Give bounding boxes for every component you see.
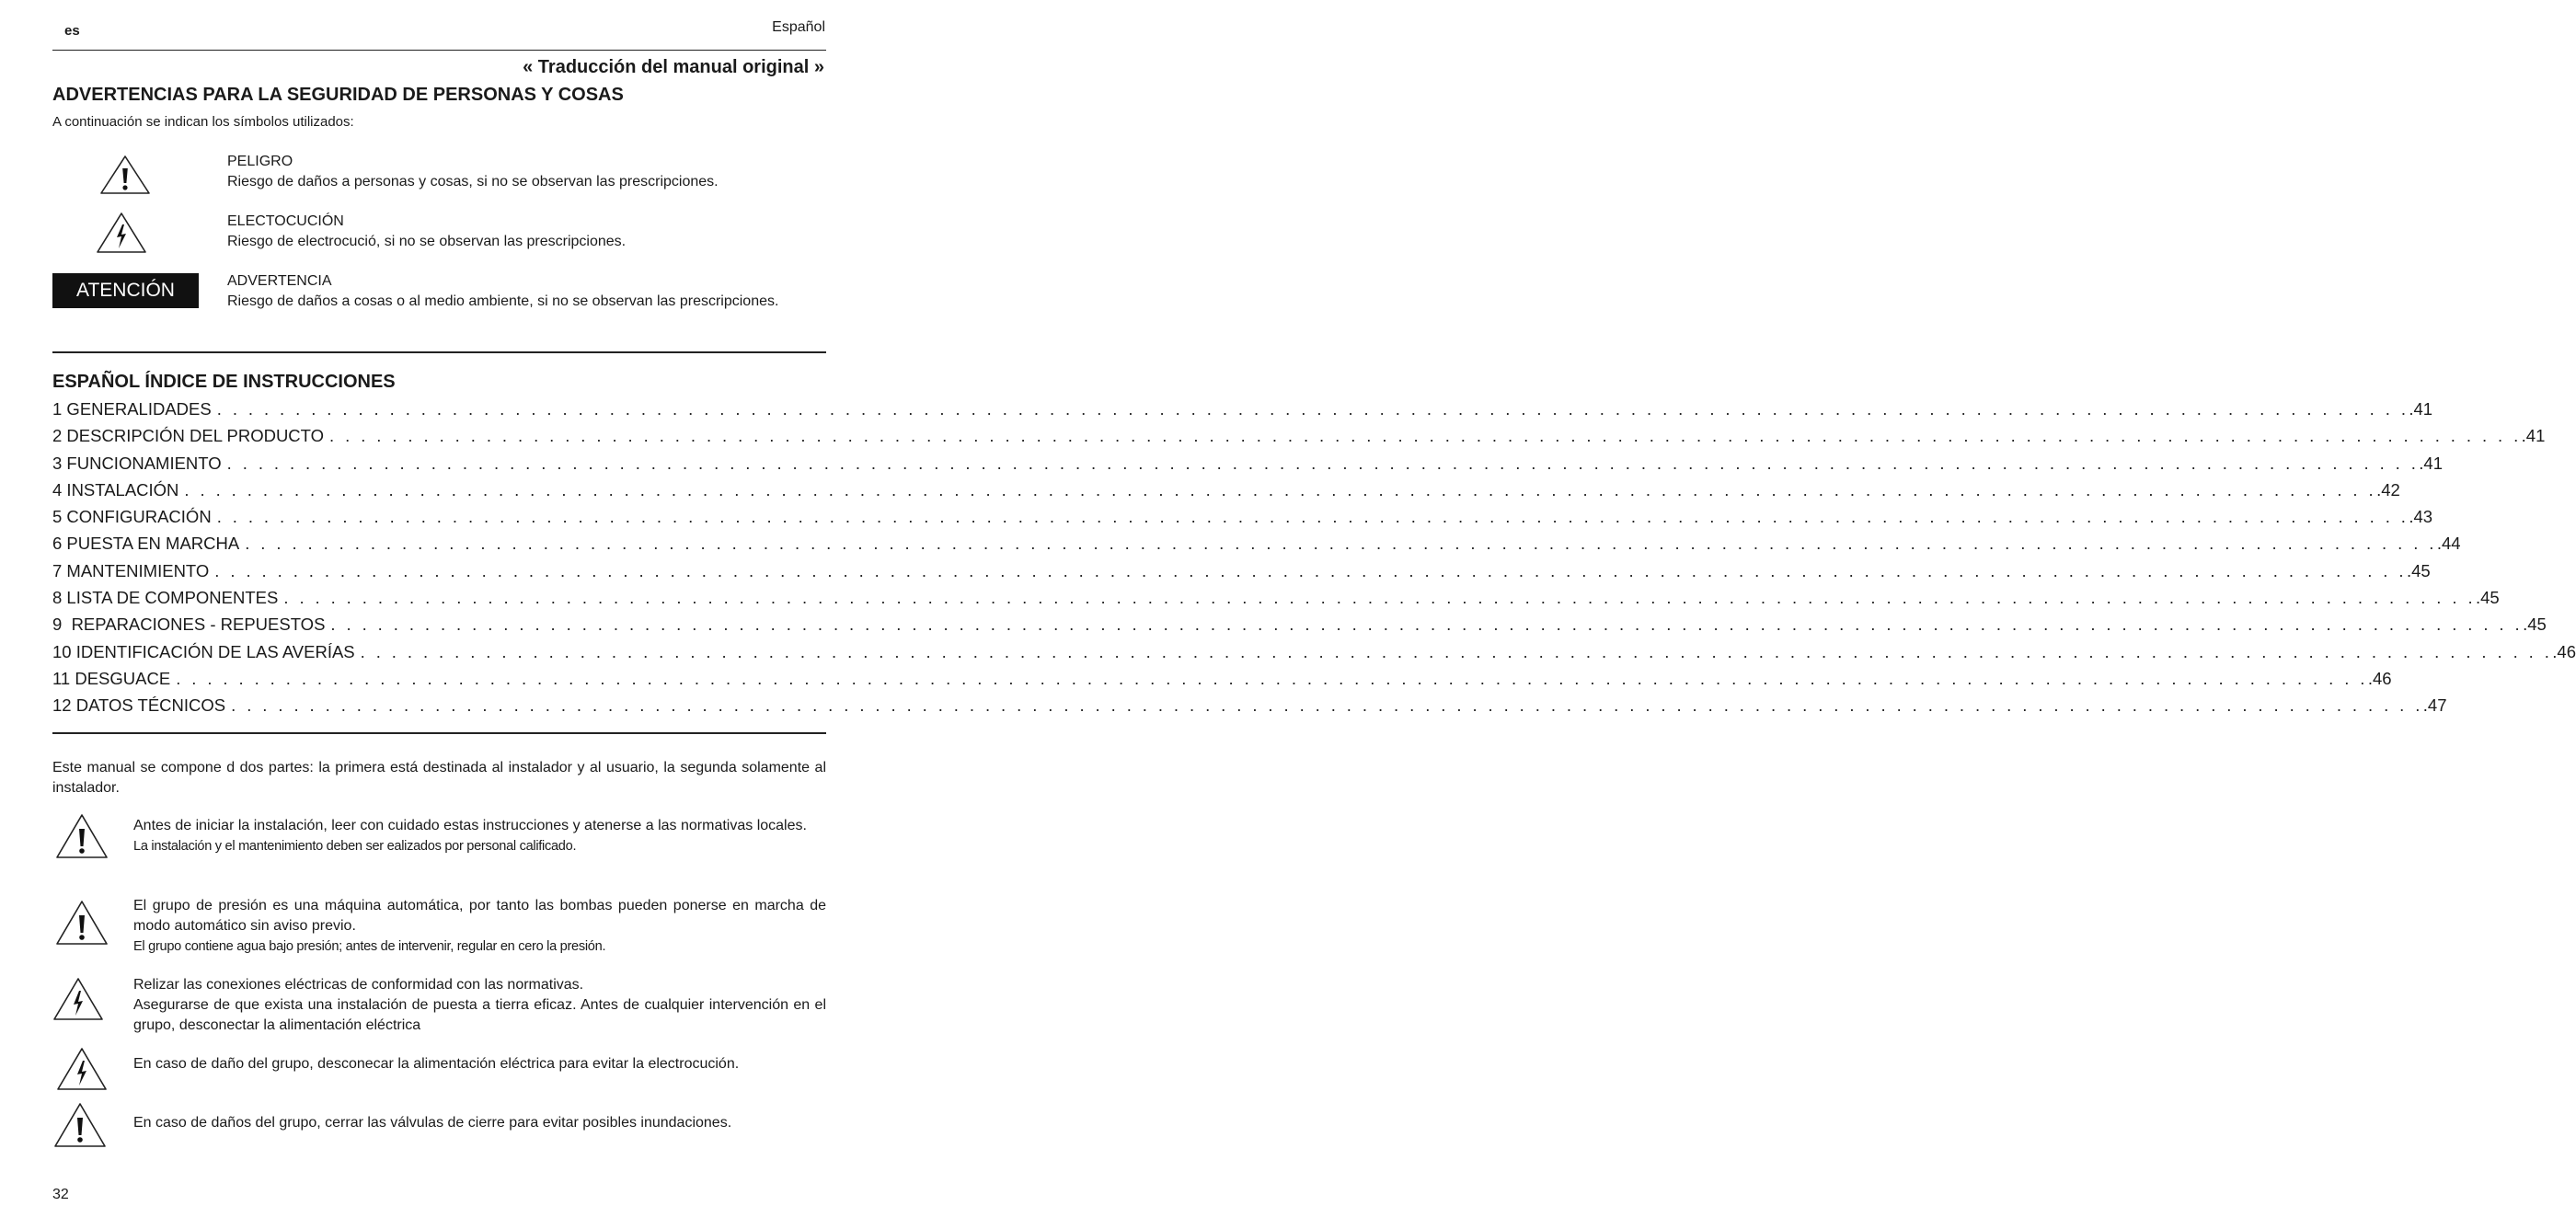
symbol-danger-description — [227, 152, 826, 192]
symbol-warning-description — [227, 271, 826, 312]
toc-entry-page: .44 — [2436, 534, 2461, 554]
toc-entry[interactable] — [52, 641, 2576, 669]
note-2 — [133, 896, 826, 957]
translation-note: « Traducción del manual original » — [523, 57, 824, 77]
toc-entry-label: 4 INSTALACIÓN — [52, 479, 179, 500]
toc-entry-page: .41 — [2409, 399, 2433, 419]
toc-leader-dots: . . . . . . . . . . . . . . . . . . . . . . . . . . . . . . . . . . . . . . . . . . . . . . . . . . . . . . . . . . . . . . . . . . . . . . . . . . . . . . . . . . . . . . . . . . . . . . . . . . . . . . . . . . . . . . . . . . . . . . . . . . . . . . . . . . . . . . . . . . . . — [176, 668, 2368, 688]
toc-entry-label: 11 DESGUACE — [52, 668, 171, 688]
danger-warning-icon — [99, 155, 151, 195]
toc-entry-label: 12 DATOS TÉCNICOS — [52, 695, 226, 716]
safety-title: ADVERTENCIAS PARA LA SEGURIDAD DE PERSONAS Y COSAS — [52, 85, 624, 105]
toc-entry-page: .45 — [2476, 588, 2500, 608]
toc-leader-dots: . . . . . . . . . . . . . . . . . . . . . . . . . . . . . . . . . . . . . . . . . . . . . . . . . . . . . . . . . . . . . . . . . . . . . . . . . . . . . . . . . . . . . . . . . . . . . . . . . . . . . . . . . . . . . . . . . . . . . . . . . . . . . . . . . . . . . . . . . . . . — [214, 560, 2407, 580]
toc-entry-page: .45 — [2406, 560, 2431, 580]
symbol-warning-text: Riesgo de daños a cosas o al medio ambiente, si no se observan las prescripciones. — [227, 293, 779, 309]
toc-entry-page: .43 — [2409, 507, 2433, 527]
toc-entry[interactable] — [52, 479, 2400, 507]
symbol-electrocution-title: ELECTOCUCIÓN — [227, 213, 344, 229]
danger-warning-icon — [55, 813, 109, 859]
toc-entry[interactable] — [52, 668, 2392, 695]
toc-leader-dots: . . . . . . . . . . . . . . . . . . . . . . . . . . . . . . . . . . . . . . . . . . . . . . . . . . . . . . . . . . . . . . . . . . . . . . . . . . . . . . . . . . . . . . . . . . . . . . . . . . . . . . . . . . . . . . . . . . . . . . . . . . . . . . . . . . . . . . . . . . . . — [330, 614, 2524, 635]
toc-entry-label: 9 REPARACIONES - REPUESTOS — [52, 614, 326, 635]
toc-leader-dots: . . . . . . . . . . . . . . . . . . . . . . . . . . . . . . . . . . . . . . . . . . . . . . . . . . . . . . . . . . . . . . . . . . . . . . . . . . . . . . . . . . . . . . . . . . . . . . . . . . . . . . . . . . . . . . . . . . . . . . . . . . . . . . . . . . . . . . . . . . . . — [231, 695, 2423, 716]
symbol-warning-title: ADVERTENCIA — [227, 273, 332, 289]
toc-bottom-divider — [52, 732, 826, 734]
toc-entry[interactable] — [52, 426, 2546, 453]
toc-entry-page: .46 — [2552, 641, 2576, 661]
toc-leader-dots: . . . . . . . . . . . . . . . . . . . . . . . . . . . . . . . . . . . . . . . . . . . . . . . . . . . . . . . . . . . . . . . . . . . . . . . . . . . . . . . . . . . . . . . . . . . . . . . . . . . . . . . . . . . . . . . . . . . . . . . . . . . . . . . . . . . . . . . . . . . . — [184, 479, 2377, 500]
electrocution-warning-icon — [96, 212, 147, 254]
toc-entry-label: 1 GENERALIDADES — [52, 399, 212, 419]
note-3-text-2: Asegurarse de que exista una instalación de puesta a tierra eficaz. Antes de cualquier intervención en el grupo, desconectar la alimentación eléctrica — [133, 997, 826, 1033]
toc-entry-label: 3 FUNCIONAMIENTO — [52, 453, 222, 473]
toc-entry[interactable] — [52, 560, 2431, 588]
symbol-danger-text: Riesgo de daños a personas y cosas, si no se observan las prescripciones. — [227, 174, 719, 190]
toc-title: ESPAÑOL ÍNDICE DE INSTRUCCIONES — [52, 372, 396, 392]
toc-leader-dots: . . . . . . . . . . . . . . . . . . . . . . . . . . . . . . . . . . . . . . . . . . . . . . . . . . . . . . . . . . . . . . . . . . . . . . . . . . . . . . . . . . . . . . . . . . . . . . . . . . . . . . . . . . . . . . . . . . . . . . . . . . . . . . . . . . . . . . . . . . . . — [360, 641, 2553, 661]
toc-entry-page: .46 — [2367, 668, 2392, 688]
toc-entry[interactable] — [52, 399, 2433, 426]
toc-entry-label: 6 PUESTA EN MARCHA — [52, 534, 240, 554]
toc-entry[interactable] — [52, 534, 2461, 560]
symbol-electrocution-text: Riesgo de electrocució, si no se observan las prescripciones. — [227, 234, 627, 249]
electrocution-warning-icon — [56, 1047, 108, 1091]
note-1 — [133, 816, 826, 856]
toc-leader-dots: . . . . . . . . . . . . . . . . . . . . . . . . . . . . . . . . . . . . . . . . . . . . . . . . . . . . . . . . . . . . . . . . . . . . . . . . . . . . . . . . . . . . . . . . . . . . . . . . . . . . . . . . . . . . . . . . . . . . . . . . . . . . . . . . . . . . . . . . . . . . — [329, 426, 2522, 446]
toc-entry-page: .45 — [2523, 614, 2547, 635]
toc-entry-label: 10 IDENTIFICACIÓN DE LAS AVERÍAS — [52, 641, 355, 661]
safety-intro: A continuación se indican los símbolos utilizados: — [52, 114, 354, 130]
toc-entry-page: .42 — [2376, 479, 2400, 500]
toc-leader-dots: . . . . . . . . . . . . . . . . . . . . . . . . . . . . . . . . . . . . . . . . . . . . . . . . . . . . . . . . . . . . . . . . . . . . . . . . . . . . . . . . . . . . . . . . . . . . . . . . . . . . . . . . . . . . . . . . . . . . . . . . . . . . . . . . . . . . . . . . . . . . — [216, 399, 2409, 419]
danger-warning-icon — [53, 1102, 107, 1148]
symbol-electrocution-description — [227, 212, 826, 252]
toc-entry-page: .41 — [2419, 453, 2444, 473]
danger-warning-icon — [55, 900, 109, 946]
note-5: En caso de daños del grupo, cerrar las válvulas de cierre para evitar posibles inundaciones. — [133, 1115, 732, 1131]
toc-entry-label: 8 LISTA DE COMPONENTES — [52, 588, 279, 608]
note-2-small-text: El grupo contiene agua bajo presión; antes de intervenir, regular en cero la presión. — [133, 939, 606, 954]
toc-leader-dots: . . . . . . . . . . . . . . . . . . . . . . . . . . . . . . . . . . . . . . . . . . . . . . . . . . . . . . . . . . . . . . . . . . . . . . . . . . . . . . . . . . . . . . . . . . . . . . . . . . . . . . . . . . . . . . . . . . . . . . . . . . . . . . . . . . . . . . . . . . . . — [226, 453, 2420, 473]
toc-entry[interactable] — [52, 588, 2500, 614]
toc-entry-page: .41 — [2521, 426, 2546, 446]
table-of-contents — [52, 399, 2576, 723]
note-1-text: Antes de iniciar la instalación, leer con cuidado estas instrucciones y atenerse a las normativas locales. — [133, 818, 807, 833]
toc-entry-page: .47 — [2422, 695, 2447, 716]
toc-leader-dots: . . . . . . . . . . . . . . . . . . . . . . . . . . . . . . . . . . . . . . . . . . . . . . . . . . . . . . . . . . . . . . . . . . . . . . . . . . . . . . . . . . . . . . . . . . . . . . . . . . . . . . . . . . . . . . . . . . . . . . . . . . . . . . . . . . . . . . . . . . . . — [216, 507, 2409, 527]
note-3 — [133, 975, 826, 1036]
note-2-text: El grupo de presión es una máquina automática, por tanto las bombas pueden ponerse en marcha de modo automático sin aviso previo. — [133, 898, 826, 934]
toc-entry[interactable] — [52, 614, 2547, 641]
symbol-danger-title: PELIGRO — [227, 154, 293, 169]
language-name: Español — [772, 19, 825, 35]
toc-leader-dots: . . . . . . . . . . . . . . . . . . . . . . . . . . . . . . . . . . . . . . . . . . . . . . . . . . . . . . . . . . . . . . . . . . . . . . . . . . . . . . . . . . . . . . . . . . . . . . . . . . . . . . . . . . . . . . . . . . . . . . . . . . . . . . . . . . . . . . . . . . . . — [283, 588, 2476, 608]
electrocution-warning-icon — [52, 977, 104, 1021]
toc-entry-label: 7 MANTENIMIENTO — [52, 560, 210, 580]
attention-badge: ATENCIÓN — [52, 273, 199, 308]
header-divider — [52, 50, 826, 51]
toc-leader-dots: . . . . . . . . . . . . . . . . . . . . . . . . . . . . . . . . . . . . . . . . . . . . . . . . . . . . . . . . . . . . . . . . . . . . . . . . . . . . . . . . . . . . . . . . . . . . . . . . . . . . . . . . . . . . . . . . . . . . . . . . . . . . . . . . . . . . . . . . . . . . — [245, 534, 2437, 554]
note-3-text: Relizar las conexiones eléctricas de conformidad con las normativas. — [133, 977, 584, 993]
page-number: 32 — [52, 1187, 69, 1202]
note-4: En caso de daño del grupo, desconecar la alimentación eléctrica para evitar la electrocución. — [133, 1056, 740, 1072]
section-divider — [52, 351, 826, 353]
toc-entry-label: 2 DESCRIPCIÓN DEL PRODUCTO — [52, 426, 325, 446]
toc-entry-label: 5 CONFIGURACIÓN — [52, 507, 212, 527]
manual-parts-paragraph: Este manual se compone d dos partes: la primera está destinada al instalador y al usuario, la segunda solamente al instalador. — [52, 760, 826, 796]
toc-entry[interactable] — [52, 507, 2433, 534]
toc-entry[interactable] — [52, 695, 2447, 722]
note-1-small-text: La instalación y el mantenimiento deben ser ealizados por personal calificado. — [133, 839, 577, 854]
toc-entry[interactable] — [52, 453, 2444, 480]
language-code: es — [64, 23, 80, 39]
